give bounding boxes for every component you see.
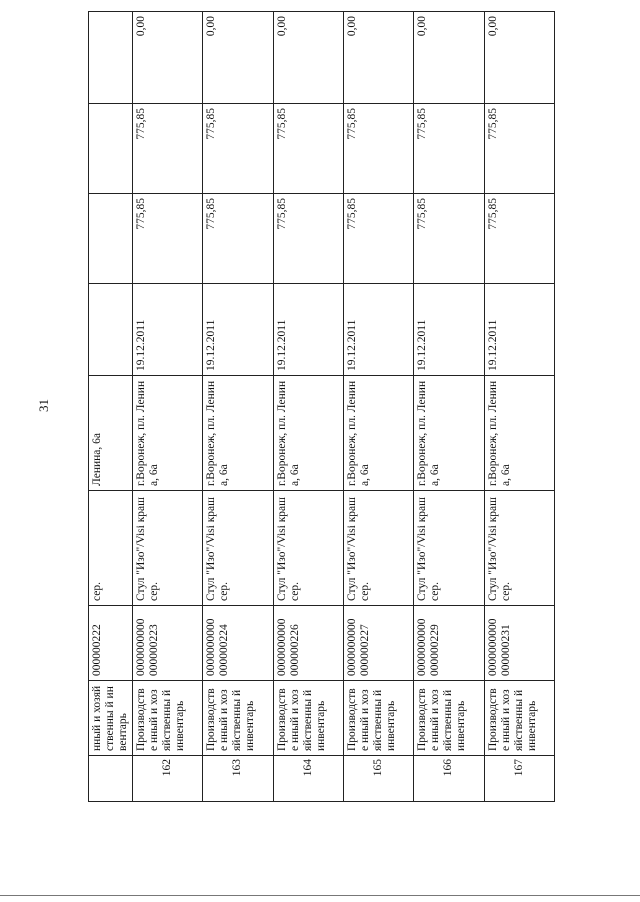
initial-cost-cell: 775,85 <box>203 194 273 284</box>
asset-name-cell: Стул "Изо"/Visi краш сер. <box>133 491 203 606</box>
category-cell: нный и хозяйственны й инвентарь <box>89 681 133 756</box>
residual-cost-cell: 775,85 <box>273 104 343 194</box>
address-cell: г.Воронеж, пл. Ленина, 6а <box>414 376 484 491</box>
inventory-number-cell: 000000222 <box>89 606 133 681</box>
table-row <box>484 12 554 802</box>
category-cell: Производстве нный и хозяйственны й инвентарь <box>414 681 484 756</box>
inventory-number-cell: 0000000000 000000229 <box>414 606 484 681</box>
initial-cost-cell: 775,85 <box>414 194 484 284</box>
category-cell: Производстве нный и хозяйственны й инвентарь <box>133 681 203 756</box>
row-number-cell: 165 <box>343 756 413 802</box>
depreciation-cell: 0,00 <box>414 12 484 104</box>
residual-cost-cell: 775,85 <box>133 104 203 194</box>
table-row <box>203 12 273 802</box>
row-number-cell: 162 <box>133 756 203 802</box>
asset-name-cell: Стул "Изо"/Visi краш сер. <box>414 491 484 606</box>
date-cell: 19.12.2011 <box>133 284 203 376</box>
residual-cost-cell <box>89 104 133 194</box>
asset-name-cell: Стул "Изо"/Visi краш сер. <box>273 491 343 606</box>
depreciation-cell: 0,00 <box>484 12 554 104</box>
inventory-table <box>88 11 555 802</box>
address-cell: г.Воронеж, пл. Ленина, 6а <box>484 376 554 491</box>
residual-cost-cell: 775,85 <box>484 104 554 194</box>
table-row <box>89 12 133 802</box>
depreciation-cell: 0,00 <box>273 12 343 104</box>
category-cell: Производстве нный и хозяйственны й инвентарь <box>343 681 413 756</box>
initial-cost-cell: 775,85 <box>273 194 343 284</box>
table-row <box>414 12 484 802</box>
depreciation-cell: 0,00 <box>343 12 413 104</box>
address-cell: г.Воронеж, пл. Ленина, 6а <box>133 376 203 491</box>
category-cell: Производстве нный и хозяйственны й инвентарь <box>273 681 343 756</box>
depreciation-cell: 0,00 <box>203 12 273 104</box>
asset-name-cell: сер. <box>89 491 133 606</box>
residual-cost-cell: 775,85 <box>343 104 413 194</box>
row-number-cell: 166 <box>414 756 484 802</box>
table-row <box>343 12 413 802</box>
asset-name-cell: Стул "Изо"/Visi краш сер. <box>484 491 554 606</box>
address-cell: г.Воронеж, пл. Ленина, 6а <box>343 376 413 491</box>
category-cell: Производстве нный и хозяйственны й инвентарь <box>484 681 554 756</box>
date-cell: 19.12.2011 <box>414 284 484 376</box>
page-number: 31 <box>36 399 51 412</box>
table-row <box>133 12 203 802</box>
initial-cost-cell <box>89 194 133 284</box>
date-cell: 19.12.2011 <box>203 284 273 376</box>
inventory-number-cell: 0000000000 000000224 <box>203 606 273 681</box>
date-cell: 19.12.2011 <box>273 284 343 376</box>
depreciation-cell: 0,00 <box>133 12 203 104</box>
row-number-cell <box>89 756 133 802</box>
initial-cost-cell: 775,85 <box>133 194 203 284</box>
inventory-number-cell: 0000000000 000000231 <box>484 606 554 681</box>
residual-cost-cell: 775,85 <box>203 104 273 194</box>
row-number-cell: 167 <box>484 756 554 802</box>
table-row <box>273 12 343 802</box>
table-body <box>89 12 555 802</box>
date-cell: 19.12.2011 <box>343 284 413 376</box>
rotated-table-container <box>88 12 555 802</box>
inventory-number-cell: 0000000000 000000226 <box>273 606 343 681</box>
asset-name-cell: Стул "Изо"/Visi краш сер. <box>343 491 413 606</box>
initial-cost-cell: 775,85 <box>343 194 413 284</box>
inventory-number-cell: 0000000000 000000227 <box>343 606 413 681</box>
inventory-number-cell: 0000000000 000000223 <box>133 606 203 681</box>
date-cell: 19.12.2011 <box>484 284 554 376</box>
asset-name-cell: Стул "Изо"/Visi краш сер. <box>203 491 273 606</box>
depreciation-cell <box>89 12 133 104</box>
residual-cost-cell: 775,85 <box>414 104 484 194</box>
date-cell <box>89 284 133 376</box>
row-number-cell: 164 <box>273 756 343 802</box>
address-cell: Ленина, 6а <box>89 376 133 491</box>
address-cell: г.Воронеж, пл. Ленина, 6а <box>203 376 273 491</box>
row-number-cell: 163 <box>203 756 273 802</box>
initial-cost-cell: 775,85 <box>484 194 554 284</box>
address-cell: г.Воронеж, пл. Ленина, 6а <box>273 376 343 491</box>
page-bottom-divider <box>0 895 640 896</box>
category-cell: Производстве нный и хозяйственны й инвентарь <box>203 681 273 756</box>
